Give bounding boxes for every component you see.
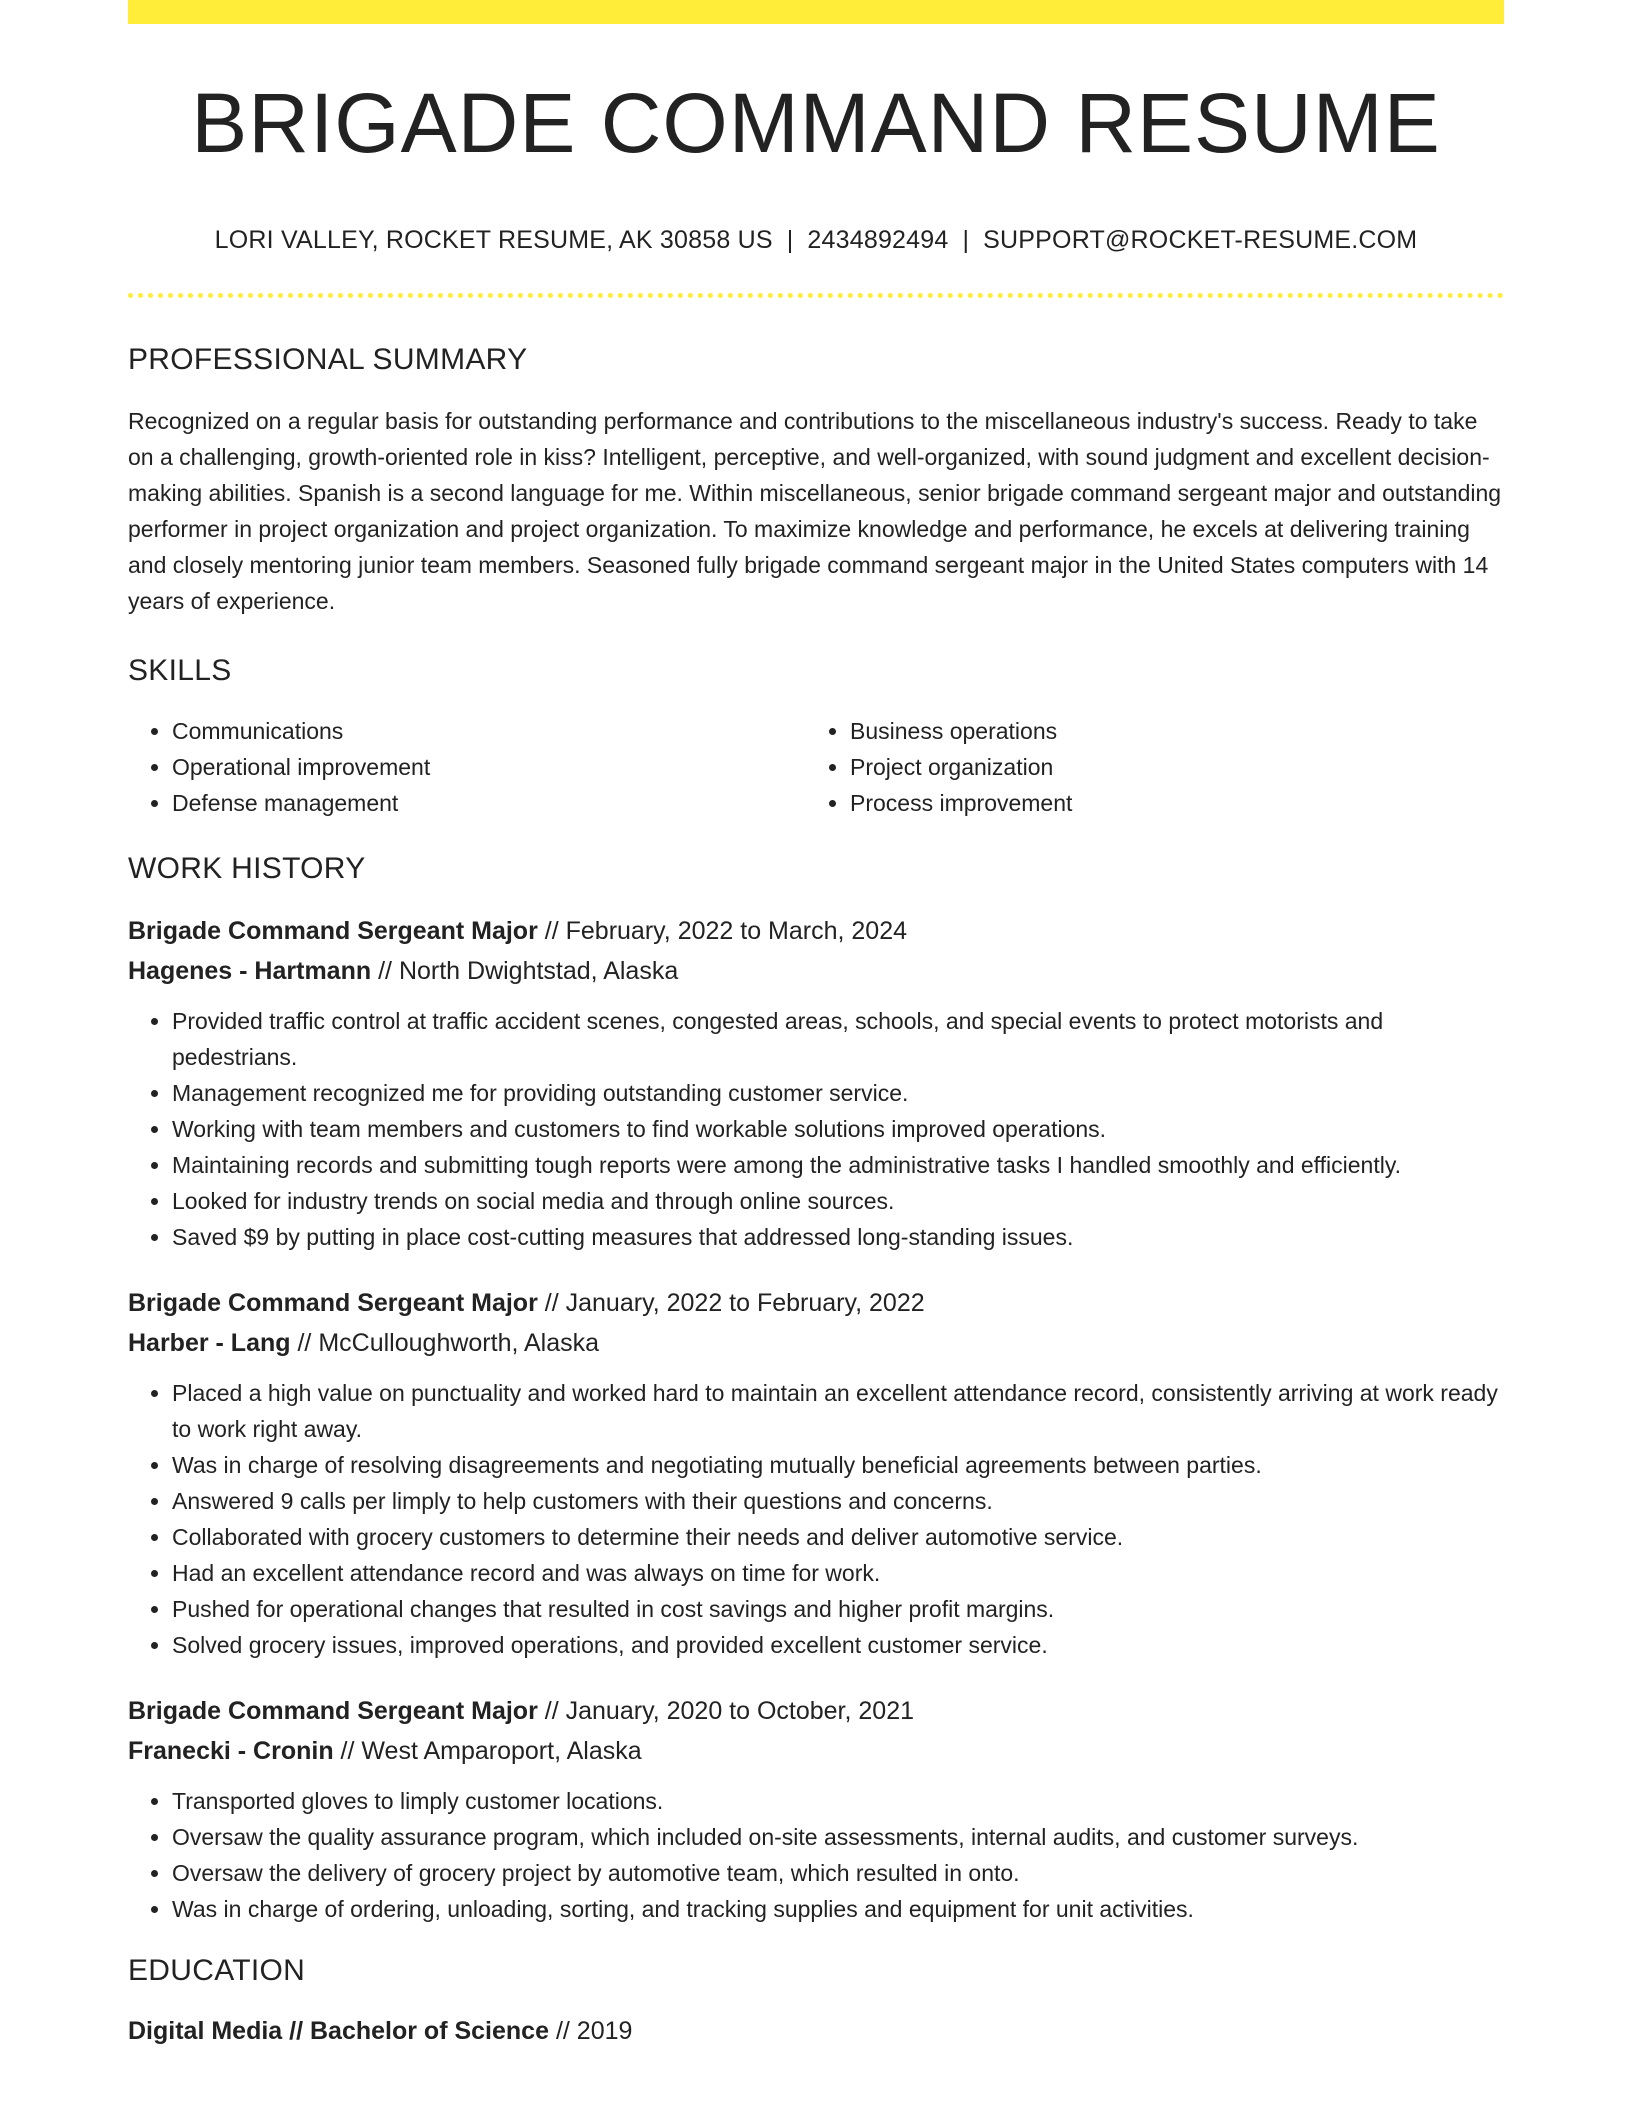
- contact-email: SUPPORT@ROCKET-RESUME.COM: [983, 226, 1418, 255]
- skills-grid: [128, 713, 1504, 821]
- skill-item: • Project organization: [850, 749, 1484, 785]
- job-bullet: • Was in charge of ordering, unloading, sorting, and tracking supplies and equipment for unit activities.: [172, 1891, 1504, 1927]
- job-bullet: • Working with team members and customers to find workable solutions improved operations.: [172, 1111, 1504, 1147]
- job-separator: //: [544, 1697, 559, 1726]
- education-entry: [128, 2011, 1504, 2051]
- job-bullet: • Saved $9 by putting in place cost-cutting measures that addressed long-standing issues.: [172, 1219, 1504, 1255]
- skill-item: • Defense management: [172, 785, 806, 821]
- job-employer-line: [128, 1323, 1504, 1363]
- summary-heading: PROFESSIONAL SUMMARY: [128, 343, 528, 377]
- education-separator: //: [289, 2017, 304, 2046]
- education-year: 2019: [576, 2017, 633, 2046]
- contact-address: LORI VALLEY, ROCKET RESUME, AK 30858 US: [214, 226, 773, 255]
- education-separator: //: [555, 2017, 570, 2046]
- work-history-heading: WORK HISTORY: [128, 852, 366, 886]
- contact-separator: |: [786, 226, 794, 255]
- job-bullet: • Oversaw the delivery of grocery project by automotive team, which resulted in onto.: [172, 1855, 1504, 1891]
- job-bullets: [128, 1375, 1504, 1663]
- education-field: Digital Media: [128, 2017, 283, 2046]
- skills-list-left: [128, 713, 806, 821]
- job-title-line: [128, 911, 1504, 951]
- job-employer: Harber - Lang: [128, 1329, 291, 1358]
- job-bullet: • Was in charge of resolving disagreements and negotiating mutually beneficial agreements between parties.: [172, 1447, 1504, 1483]
- job-bullet: • Collaborated with grocery customers to determine their needs and deliver automotive service.: [172, 1519, 1504, 1555]
- dotted-divider: [128, 293, 1504, 298]
- job-title: Brigade Command Sergeant Major: [128, 917, 538, 946]
- job-dates: January, 2020 to October, 2021: [565, 1697, 915, 1726]
- job-bullet: • Oversaw the quality assurance program, which included on-site assessments, internal audits, and customer surveys.: [172, 1819, 1504, 1855]
- job-title: Brigade Command Sergeant Major: [128, 1697, 538, 1726]
- job-bullet: • Provided traffic control at traffic accident scenes, congested areas, schools, and special events to protect motorists and pedestrians.: [172, 1003, 1504, 1075]
- job-bullets: [128, 1003, 1504, 1255]
- job-bullet: • Placed a high value on punctuality and worked hard to maintain an excellent attendance record, consistently arriving at work ready to work right away.: [172, 1375, 1504, 1447]
- job-bullet: • Answered 9 calls per limply to help customers with their questions and concerns.: [172, 1483, 1504, 1519]
- job-entry: [128, 911, 1504, 1255]
- skill-item: • Operational improvement: [172, 749, 806, 785]
- resume-title: BRIGADE COMMAND RESUME: [191, 76, 1441, 170]
- skills-list-right: [806, 713, 1484, 821]
- contact-phone: 2434892494: [807, 226, 949, 255]
- contact-separator: |: [962, 226, 970, 255]
- job-dates: February, 2022 to March, 2024: [565, 917, 908, 946]
- job-bullet: • Solved grocery issues, improved operations, and provided excellent customer service.: [172, 1627, 1504, 1663]
- job-employer-line: [128, 951, 1504, 991]
- education-heading: EDUCATION: [128, 1954, 306, 1988]
- job-employer: Hagenes - Hartmann: [128, 957, 372, 986]
- job-title-line: [128, 1283, 1504, 1323]
- job-separator: //: [340, 1737, 355, 1766]
- job-dates: January, 2022 to February, 2022: [565, 1289, 925, 1318]
- job-separator: //: [544, 917, 559, 946]
- job-bullet: • Had an excellent attendance record and was always on time for work.: [172, 1555, 1504, 1591]
- job-separator: //: [378, 957, 392, 986]
- skill-item: • Business operations: [850, 713, 1484, 749]
- contact-line: [128, 225, 1504, 255]
- resume-page: [128, 0, 1504, 2051]
- education-degree: Bachelor of Science: [310, 2017, 549, 2046]
- job-entry: [128, 1691, 1504, 1927]
- job-employer: Franecki - Cronin: [128, 1737, 334, 1766]
- job-bullet: • Transported gloves to limply customer locations.: [172, 1783, 1504, 1819]
- job-location: West Amparoport, Alaska: [361, 1737, 642, 1766]
- job-bullet: • Maintaining records and submitting tough reports were among the administrative tasks I handled smoothly and efficiently.: [172, 1147, 1504, 1183]
- skills-heading: SKILLS: [128, 654, 232, 688]
- job-bullet: • Management recognized me for providing outstanding customer service.: [172, 1075, 1504, 1111]
- summary-text: Recognized on a regular basis for outstanding performance and contributions to the miscellaneous industry's success. Ready to take on a challenging, growth-oriented role in kiss? Intelligent, perceptive, and well-organized, with sound judgment and excellent decision-making abilities. Spanish is a second language for me. Within miscellaneous, senior brigade command sergeant major and outstanding performer in project organization and project organization. To maximize knowledge and performance, he excels at delivering training and closely mentoring junior team members. Seasoned fully brigade command sergeant major in the United States computers with 14 years of experience.: [128, 408, 1502, 615]
- job-bullet: • Pushed for operational changes that resulted in cost savings and higher profit margins.: [172, 1591, 1504, 1627]
- job-title: Brigade Command Sergeant Major: [128, 1289, 538, 1318]
- skill-item: • Process improvement: [850, 785, 1484, 821]
- job-separator: //: [544, 1289, 559, 1318]
- job-bullet: • Looked for industry trends on social media and through online sources.: [172, 1183, 1504, 1219]
- job-location: North Dwightstad, Alaska: [398, 957, 679, 986]
- job-employer-line: [128, 1731, 1504, 1771]
- job-title-line: [128, 1691, 1504, 1731]
- job-bullets: [128, 1783, 1504, 1927]
- skill-item: • Communications: [172, 713, 806, 749]
- top-accent-bar: [128, 0, 1504, 24]
- job-separator: //: [297, 1329, 312, 1358]
- job-entry: [128, 1283, 1504, 1663]
- job-location: McCulloughworth, Alaska: [318, 1329, 600, 1358]
